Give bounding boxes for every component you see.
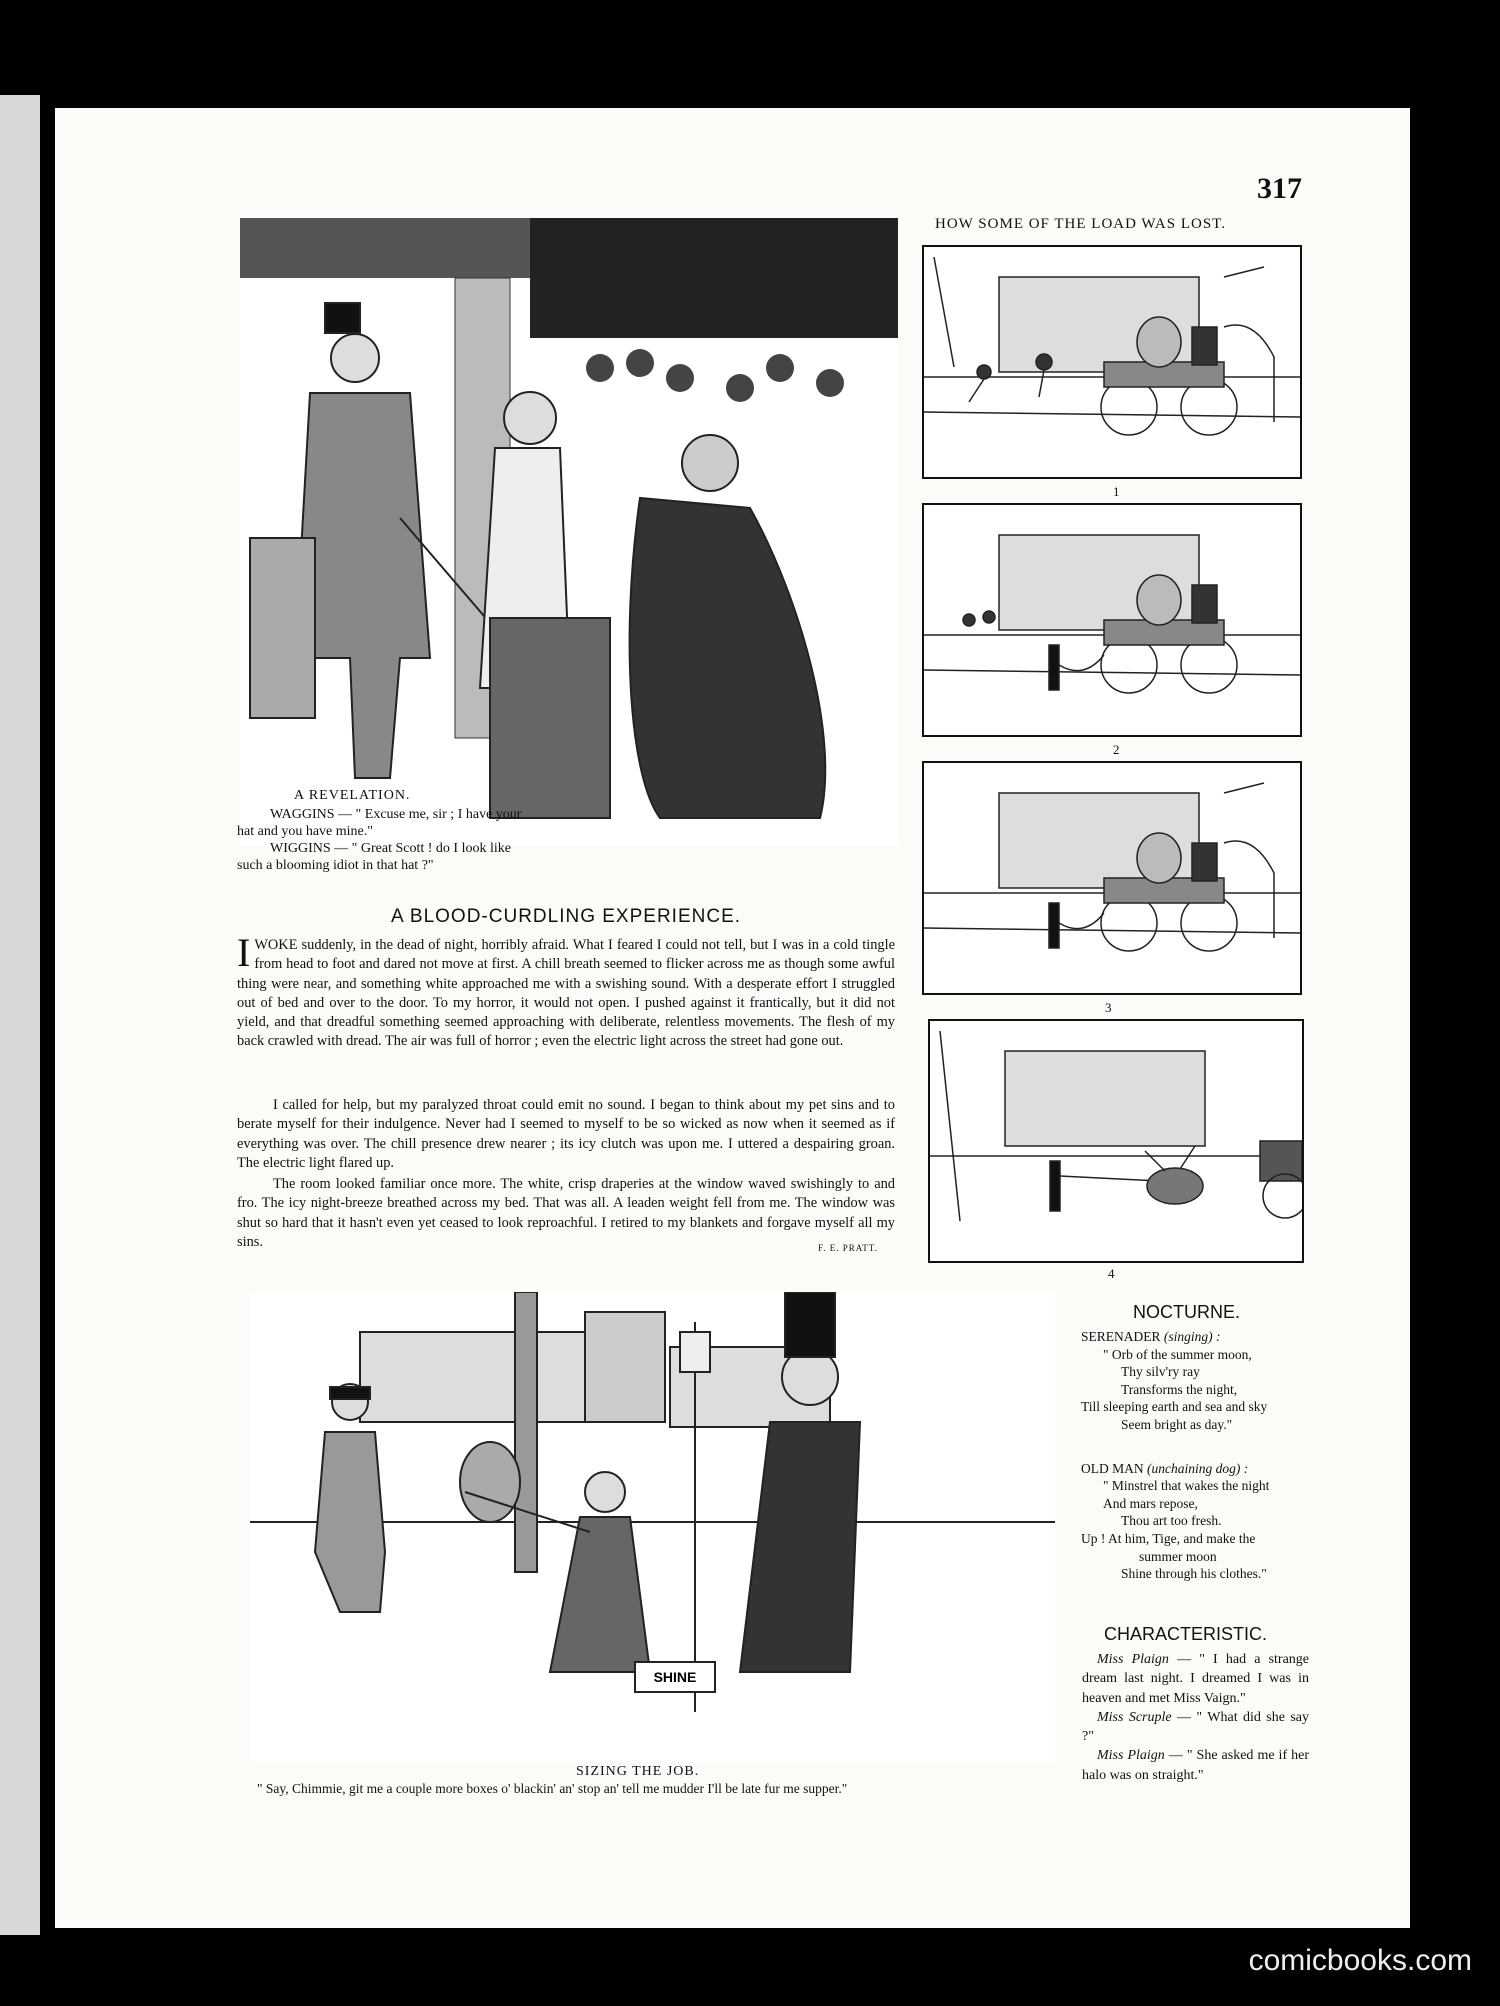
page-number: 317	[1257, 172, 1302, 205]
serenader-line-5: Seem bright as day."	[1121, 1416, 1233, 1432]
revelation-line-3: WIGGINS — " Great Scott ! do I look like	[270, 841, 511, 856]
revelation-line-1: WAGGINS — " Excuse me, sir ; I have your	[270, 807, 522, 822]
oldman-line-4: Up ! At him, Tige, and make the	[1081, 1530, 1256, 1546]
watermark: comicbooks.com	[1248, 1944, 1472, 1977]
article-author: F. E. PRATT.	[818, 1243, 878, 1253]
serenader-line-2: Thy silv'ry ray	[1121, 1364, 1200, 1380]
strip-panel-3	[922, 761, 1302, 995]
characteristic-line-2	[1082, 1708, 1309, 1747]
oldman-line-3: Thou art too fresh.	[1121, 1513, 1222, 1529]
panel-4-drawing	[930, 1021, 1302, 1261]
strip-panel-1	[922, 245, 1302, 479]
serenader-label: SERENADER	[1081, 1329, 1161, 1344]
serenader-line-4: Till sleeping earth and sea and sky	[1081, 1399, 1268, 1415]
panel-3-drawing	[924, 763, 1300, 993]
panel-1-drawing	[924, 247, 1300, 477]
speaker-name: Miss Plaign	[1097, 1652, 1169, 1667]
panel-number-1: 1	[1113, 484, 1120, 499]
sizing-title: SIZING THE JOB.	[576, 1764, 700, 1779]
revelation-dialog	[237, 806, 567, 874]
serenader-direction: (singing) :	[1163, 1329, 1221, 1344]
article-paragraph-3: The room looked familiar once more. The white, crisp draperies at the window waved swishingly to and fro. The icy night-breeze breathed across my bed. That was all. A leaden weight fell from me. The window was shut so hard that it hasn't even yet ceased to look reproachful. I retired to my blankets and forgave myself all my sins.	[237, 1176, 895, 1250]
panel-2-drawing	[924, 505, 1300, 735]
facing-page-edge	[0, 95, 40, 1935]
panel-number-2: 2	[1113, 742, 1120, 757]
oldman-line-1: " Minstrel that wakes the night	[1103, 1478, 1270, 1494]
serenader-line-3: Transforms the night,	[1121, 1381, 1238, 1397]
speaker-name: Miss Plaign	[1097, 1748, 1165, 1764]
article-title: A BLOOD-CURDLING EXPERIENCE.	[391, 906, 742, 927]
article-paragraph-1	[237, 930, 895, 1052]
oldman-label: OLD MAN	[1081, 1460, 1144, 1476]
article-paragraph-2: I called for help, but my paralyzed throat could emit no sound. I began to think about my pet sins and to berate myself for their indulgence. Never had I seemed to myself to be so wicked as now when it seemed as if everything was over. The chill presence drew nearer ; its icy clutch was upon me. I uttered a despairing groan. The electric light flared up.	[237, 1097, 895, 1171]
speech-text: — " She asked me if her halo was on straight."	[1082, 1748, 1310, 1783]
oldman-line-6: Shine through his clothes."	[1121, 1566, 1267, 1582]
sizing-drawing	[250, 1292, 1055, 1762]
strip-panel-4	[928, 1019, 1304, 1263]
panel-number-3: 3	[1105, 1000, 1112, 1015]
revelation-line-4: such a blooming idiot in that hat ?"	[237, 858, 434, 873]
characteristic-line-1	[1082, 1650, 1309, 1708]
characteristic-line-3	[1082, 1746, 1309, 1785]
strip-title: HOW SOME OF THE LOAD WAS LOST.	[935, 216, 1226, 232]
oldman-line-5: summer moon	[1139, 1548, 1217, 1564]
revelation-drawing	[240, 218, 898, 846]
shine-sign: SHINE	[653, 1669, 697, 1685]
characteristic-title: CHARACTERISTIC.	[1104, 1624, 1268, 1644]
speaker-name: Miss Scruple	[1097, 1709, 1172, 1725]
sizing-illustration	[250, 1292, 1055, 1762]
oldman-direction: (unchaining dog) :	[1147, 1460, 1249, 1476]
nocturne-poem	[1081, 1328, 1269, 1583]
nocturne-title: NOCTURNE.	[1133, 1302, 1240, 1322]
revelation-illustration	[240, 218, 898, 846]
speech-text: — " I had a strange dream last night. I dreamed I was in heaven and met Miss Vaign."	[1082, 1652, 1309, 1706]
oldman-line-2: And mars repose,	[1103, 1495, 1198, 1511]
article-paragraph-1-text: WOKE suddenly, in the dead of night, horribly afraid. What I feared I could not tell, but I was in a cold tingle from head to foot and dared not move at first. A chill breath seemed to flicker across me as though some awful thing were near, and something white approached me with a swishing sound. With a desperate effort I struggled out of bed and over to the door. To my horror, it would not open. I pushed against it frantically, but it did not yield, and that dreadful something seemed approaching with deliberate, relentless movements. The flesh of my back crawled with dread. The air was full of horror ; even the electric light across the street had gone out.	[237, 937, 895, 1050]
serenader-line-1: " Orb of the summer moon,	[1103, 1346, 1252, 1362]
panel-number-4: 4	[1108, 1266, 1115, 1281]
revelation-title: A REVELATION.	[294, 788, 411, 803]
characteristic-text	[1082, 1650, 1309, 1785]
drop-cap: I	[237, 930, 251, 975]
sizing-caption: " Say, Chimmie, git me a couple more boxes o' blackin' an' stop an' tell me mudder I'll be late fur me supper."	[257, 1781, 848, 1796]
revelation-line-2: hat and you have mine."	[237, 824, 373, 839]
strip-panel-2	[922, 503, 1302, 737]
speech-text: — " What did she say ?"	[1082, 1709, 1310, 1745]
